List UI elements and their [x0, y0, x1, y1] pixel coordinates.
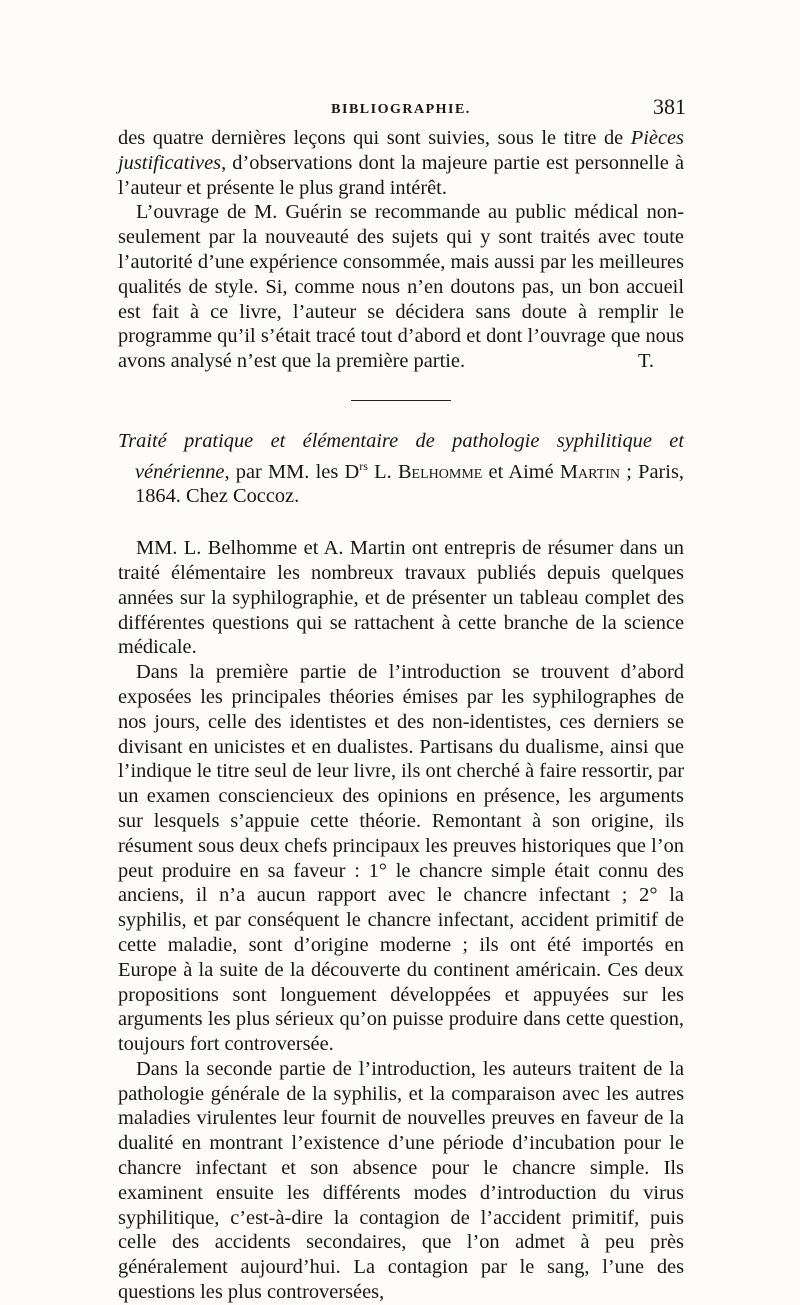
running-head: [118, 92, 684, 126]
citation-publisher: ; Paris, 1864. Chez Coccoz.: [135, 460, 684, 508]
review1-intro-text: des quatre dernières leçons qui sont suivies, sous le titre de: [118, 127, 631, 149]
citation-author2: Martin: [559, 460, 620, 483]
review1-intro-italic: Pièces justificatives: [118, 127, 684, 174]
citation-by: , par MM. les D: [224, 460, 360, 483]
review1-signature: T.: [637, 350, 654, 373]
citation-author1: L. Belhomme: [374, 460, 483, 483]
review2-paragraph1: MM. L. Belhomme et A. Martin ont entrepris de résumer dans un traité élémentaire les nombreux travaux publiés depuis quelques années sur la syphilographie, et de présenter un tableau complet des différentes questions qui se rattachent à cette branche de la science médicale.: [118, 537, 684, 659]
book-citation: [118, 429, 684, 509]
book-page: [118, 92, 684, 1305]
citation-title: Traité pratique et élémentaire de pathologie syphilitique et vénérienne: [118, 429, 684, 483]
citation-and: et Aimé: [482, 460, 560, 483]
citation-drs-sup: rs: [359, 458, 368, 473]
page-number: 381: [653, 94, 686, 119]
review2-paragraph2: Dans la première partie de l’introduction se trouvent d’abord exposées les principales théories émises par les syphilographes de nos jours, celle des identistes et des non-identistes, ces derniers se divisant en unicistes et en dualistes. Partisans du dualisme, ainsi que l’indique le titre seul de leur livre, ils ont cherché à faire ressortir, par un examen consciencieux des opinions en présence, les arguments sur lesquels s’appuie cette théorie. Remontant à son origine, ils résument sous deux chefs principaux les preuves historiques que l’on peut produire en sa faveur : 1° le chancre simple était connu des anciens, il n’a aucun rapport avec le chancre infectant ; 2° la syphilis, et par conséquent le chancre infectant, accident primitif de cette maladie, sont d’origine moderne ; ils ont été importés en Europe à la suite de la découverte du continent américain. Ces deux propositions sont longuement développées et appuyées sur les arguments les plus sérieux qu’on puisse produire dans cette question, toujours fort controversée.: [118, 661, 684, 1056]
review1-intro-rest: , d’observations dont la majeure partie est personnelle à l’auteur et présente le plus grand intérêt.: [118, 151, 684, 199]
review1-paragraph2: L’ouvrage de M. Guérin se recommande au public médical non-seulement par la nouveauté des sujets qui y sont traités avec toute l’autorité d’une expérience consommée, mais aussi par les meilleures qualités de style. Si, comme nous n’en doutons pas, un bon accueil est fait à ce livre, l’auteur se décidera sans doute à remplir le programme qu’il s’était tracé tout d’abord et dont l’ouvrage que nous avons analysé n’est que la première partie.: [118, 201, 684, 373]
running-title: BIBLIOGRAPHIE.: [331, 102, 471, 117]
review1-paragraph1: [118, 126, 684, 200]
review2-paragraph3: Dans la seconde partie de l’introduction, les auteurs traitent de la pathologie générale de la syphilis, et la comparaison avec les autres maladies virulentes leur fournit de nouvelles preuves en faveur de la dualité en montrant l’existence d’une période d’incubation pour le chancre infectant et son absence pour le chancre simple. Ils examinent ensuite les différents modes d’introduction du virus syphilitique, c’est-à-dire la contagion de l’accident primitif, puis celle des accidents secondaires, que l’on admet à peu près généralement aujourd’hui. La contagion par le sang, l’une des questions les plus controversées,: [118, 1057, 684, 1304]
section-divider: [351, 400, 451, 401]
